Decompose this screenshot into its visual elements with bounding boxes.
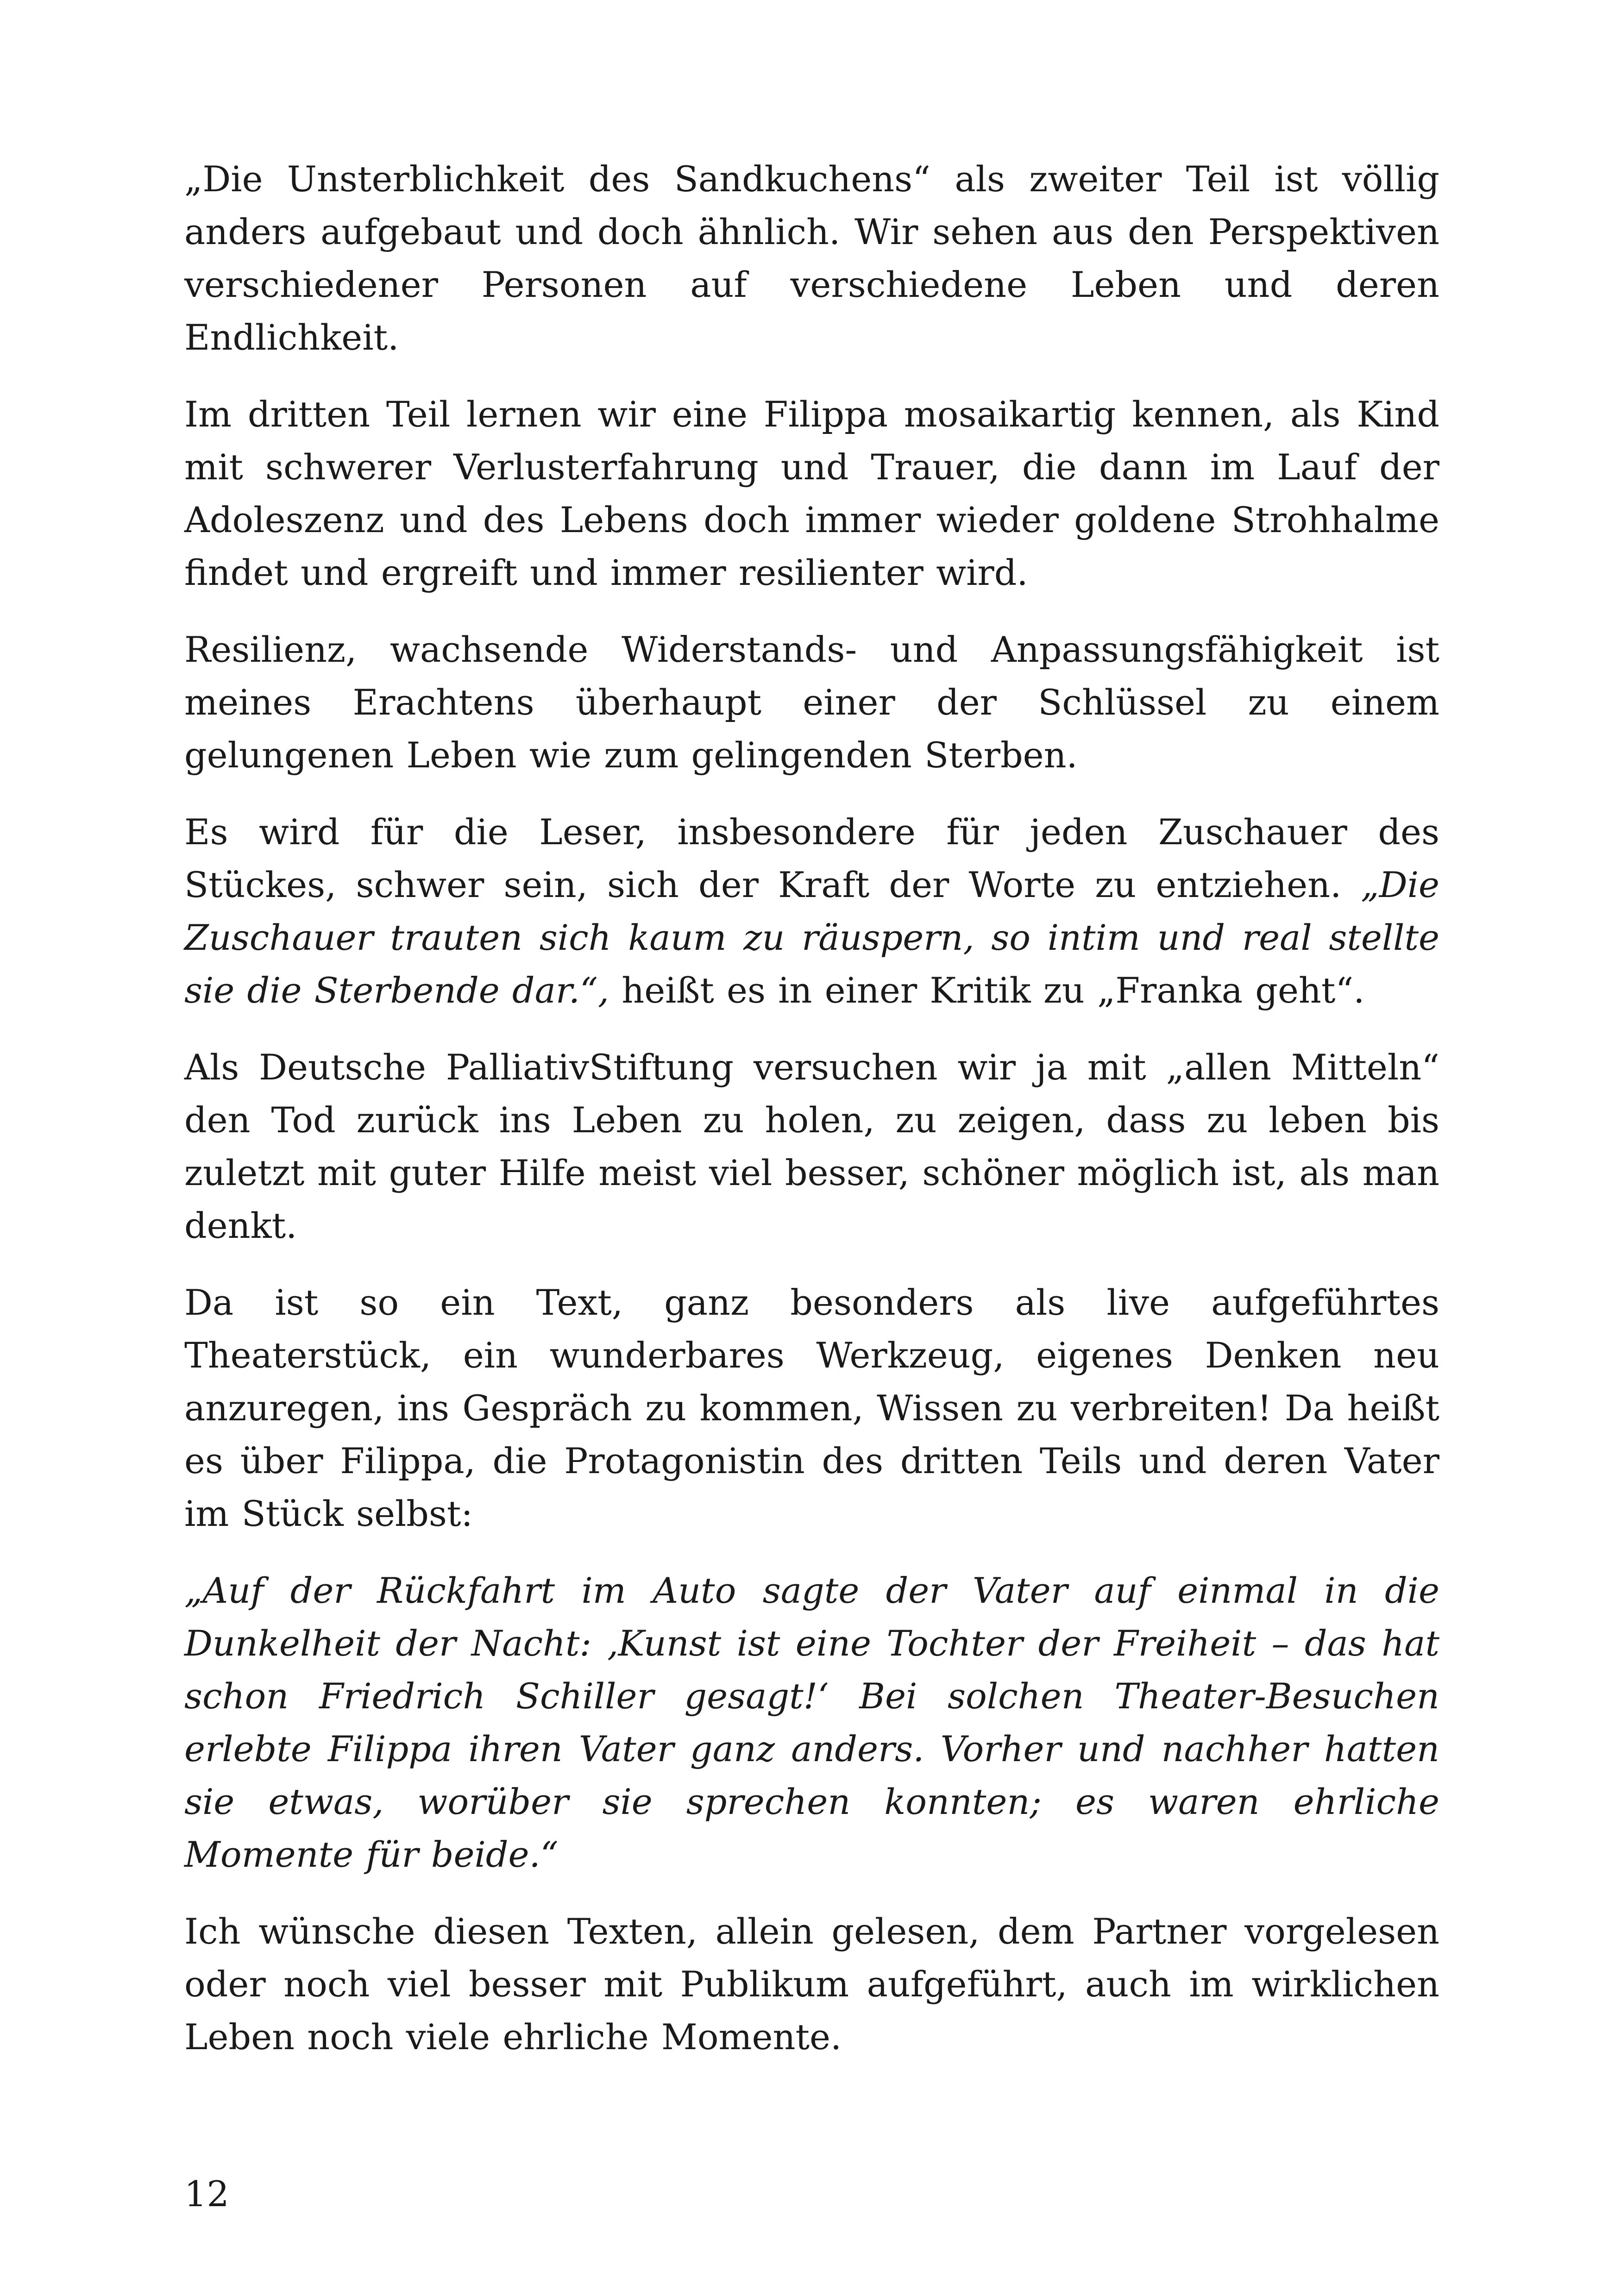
paragraph-segment: Da ist so ein Text, ganz besonders als live aufgeführtes Theaterstück, ein wunderbares Werkzeug, eigenes Denken neu anzuregen, ins Gespräch zu kommen, Wissen zu verbreiten! Da heißt es über Filippa, die Protagonistin des dritten Teils und deren Vater im Stück selbst:	[184, 1282, 1439, 1534]
paragraph	[184, 1564, 1439, 1881]
paragraph	[184, 388, 1439, 599]
paragraph	[184, 1905, 1439, 2064]
paragraph-segment: Als Deutsche PalliativStiftung versuchen wir ja mit „allen Mitteln“ den Tod zurück ins Leben zu holen, zu zeigen, dass zu leben bis zuletzt mit guter Hilfe meist viel besser, schöner möglich ist, als man denkt.	[184, 1047, 1439, 1246]
paragraph-segment: Es wird für die Leser, insbesondere für jeden Zuschauer des Stückes, schwer sein, sich der Kraft der Worte zu entziehen.	[184, 811, 1439, 905]
paragraph-segment-italic: „Auf der Rückfahrt im Auto sagte der Vater auf einmal in die Dunkelheit der Nacht: ‚Kunst ist eine Tochter der Freiheit – das hat schon Friedrich Schiller gesagt!‘ Bei solchen Theater-Besuchen erlebte Filippa ihren Vater ganz anders. Vorher und nachher hatten sie etwas, worüber sie sprechen konnten; es waren ehrliche Momente für beide.“	[184, 1570, 1439, 1875]
page-text	[184, 153, 1439, 2064]
paragraph	[184, 806, 1439, 1017]
paragraph-segment: Im dritten Teil lernen wir eine Filippa mosaikartig kennen, als Kind mit schwerer Verlusterfahrung und Trauer, die dann im Lauf der Adoleszenz und des Lebens doch immer wieder goldene Strohhalme findet und ergreift und immer resilienter wird.	[184, 394, 1439, 593]
paragraph	[184, 1276, 1439, 1540]
paragraph	[184, 153, 1439, 364]
paragraph-segment: „Die Unsterblichkeit des Sandkuchens“ als zweiter Teil ist völlig anders aufgebaut und doch ähnlich. Wir sehen aus den Perspektiven verschiedener Personen auf verschiedene Leben und deren Endlichkeit.	[184, 158, 1439, 358]
paragraph	[184, 1041, 1439, 1252]
paragraph-segment-italic: „Die Zuschauer trauten sich kaum zu räuspern, so intim und real stellte sie die Sterbende dar.“,	[184, 864, 1439, 1011]
paragraph-segment: Ich wünsche diesen Texten, allein gelesen, dem Partner vorgelesen oder noch viel besser mit Publikum aufgeführt, auch im wirklichen Leben noch viele ehrliche Momente.	[184, 1911, 1439, 2058]
paragraph-segment: heißt es in einer Kritik zu „Franka geht“.	[622, 970, 1365, 1011]
page-number: 12	[184, 2173, 229, 2214]
paragraph-segment: Resilienz, wachsende Widerstands- und Anpassungsfähigkeit ist meines Erachtens überhaupt einer der Schlüssel zu einem gelungenen Leben wie zum gelingenden Sterben.	[184, 629, 1439, 776]
paragraph	[184, 623, 1439, 782]
